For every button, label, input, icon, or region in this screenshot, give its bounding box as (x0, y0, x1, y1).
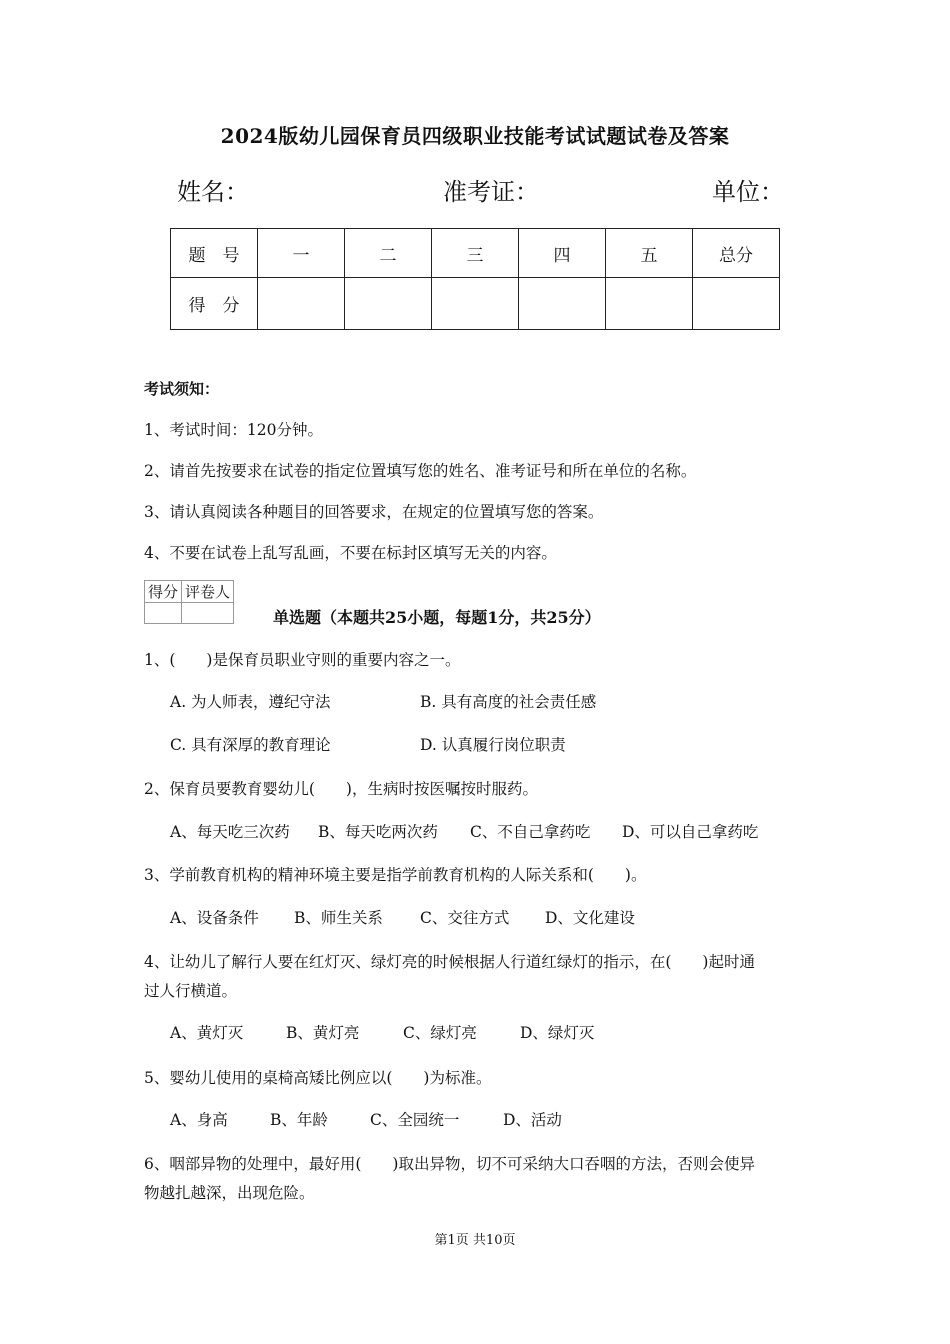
page-title: 2024版幼儿园保育员四级职业技能考试试题试卷及答案 (220, 124, 730, 148)
question-1-option-d: D. 认真履行岗位职责 (420, 736, 566, 754)
score-table-cell: 总分 (693, 229, 780, 278)
score-input-cell[interactable] (258, 278, 345, 330)
question-2-option-c: C、不自己拿药吃 (470, 823, 591, 841)
notice-item: 2、请首先按要求在试卷的指定位置填写您的姓名、准考证号和所在单位的名称。 (144, 462, 697, 480)
question-5-option-b: B、年龄 (270, 1111, 328, 1129)
question-1-option-a: A. 为人师表，遵纪守法 (170, 693, 331, 711)
question-4-option-c: C、绿灯亮 (403, 1024, 477, 1042)
score-table-cell: 题 号 (171, 229, 258, 278)
question-6-stem-line-1: 6、咽部异物的处理中，最好用( )取出异物，切不可采纳大口吞咽的方法，否则会使异 (144, 1155, 755, 1173)
score-row-label: 得 分 (171, 278, 258, 330)
score-input-cell[interactable] (519, 278, 606, 330)
score-table-cell: 五 (606, 229, 693, 278)
question-3-option-a: A、设备条件 (170, 909, 259, 927)
question-3-option-d: D、文化建设 (545, 909, 635, 927)
score-input-cell[interactable] (606, 278, 693, 330)
score-table (170, 228, 780, 330)
question-4-option-a: A、黄灯灭 (170, 1024, 244, 1042)
name-label: 姓名： (177, 178, 249, 206)
question-3-option-c: C、交往方式 (420, 909, 510, 927)
question-5-option-d: D、活动 (503, 1111, 562, 1129)
question-1-option-b: B. 具有高度的社会责任感 (420, 693, 597, 711)
question-5-option-a: A、身高 (170, 1111, 228, 1129)
question-2-option-a: A、每天吃三次药 (170, 823, 290, 841)
score-input-cell[interactable] (345, 278, 432, 330)
question-2-option-d: D、可以自己拿药吃 (622, 823, 759, 841)
grader-name-cell[interactable] (182, 603, 234, 624)
question-1-option-c: C. 具有深厚的教育理论 (170, 736, 331, 754)
question-4-stem-line-1: 4、让幼儿了解行人要在红灯灭、绿灯亮的时候根据人行道红绿灯的指示，在( )起时通 (144, 953, 755, 971)
notice-item: 3、请认真阅读各种题目的回答要求，在规定的位置填写您的答案。 (144, 503, 604, 521)
question-1-stem: 1、( )是保育员职业守则的重要内容之一。 (144, 651, 461, 669)
question-5-option-c: C、全园统一 (370, 1111, 460, 1129)
question-3-stem: 3、学前教育机构的精神环境主要是指学前教育机构的人际关系和( )。 (144, 866, 647, 884)
score-table-header-row (171, 229, 780, 278)
question-3-option-b: B、师生关系 (294, 909, 383, 927)
question-2-option-b: B、每天吃两次药 (318, 823, 438, 841)
notice-item: 4、不要在试卷上乱写乱画，不要在标封区填写无关的内容。 (144, 544, 557, 562)
grader-name-label: 评卷人 (182, 581, 234, 603)
score-table-score-row (171, 278, 780, 330)
score-input-cell[interactable] (432, 278, 519, 330)
score-table-cell: 一 (258, 229, 345, 278)
exam-id-label: 准考证： (443, 178, 539, 206)
question-5-stem: 5、婴幼儿使用的桌椅高矮比例应以( )为标准。 (144, 1069, 492, 1087)
score-table-cell: 三 (432, 229, 519, 278)
notice-item: 1、考试时间：120分钟。 (144, 421, 323, 439)
section-title: 单选题（本题共25小题，每题1分，共25分） (273, 608, 601, 627)
grader-score-cell[interactable] (145, 603, 182, 624)
question-6-stem-line-2: 物越扎越深，出现危险。 (144, 1184, 315, 1202)
score-input-cell[interactable] (693, 278, 780, 330)
question-2-stem: 2、保育员要教育婴幼儿( )，生病时按医嘱按时服药。 (144, 780, 538, 798)
notice-title: 考试须知： (144, 380, 220, 398)
page-footer: 第1页 共10页 (434, 1233, 516, 1248)
question-4-option-d: D、绿灯灭 (520, 1024, 595, 1042)
score-table-cell: 四 (519, 229, 606, 278)
question-4-option-b: B、黄灯亮 (286, 1024, 360, 1042)
grader-box (144, 580, 234, 624)
score-table-cell: 二 (345, 229, 432, 278)
question-4-stem-line-2: 过人行横道。 (144, 982, 238, 1000)
unit-label: 单位： (712, 178, 784, 206)
grader-score-label: 得分 (145, 581, 182, 603)
